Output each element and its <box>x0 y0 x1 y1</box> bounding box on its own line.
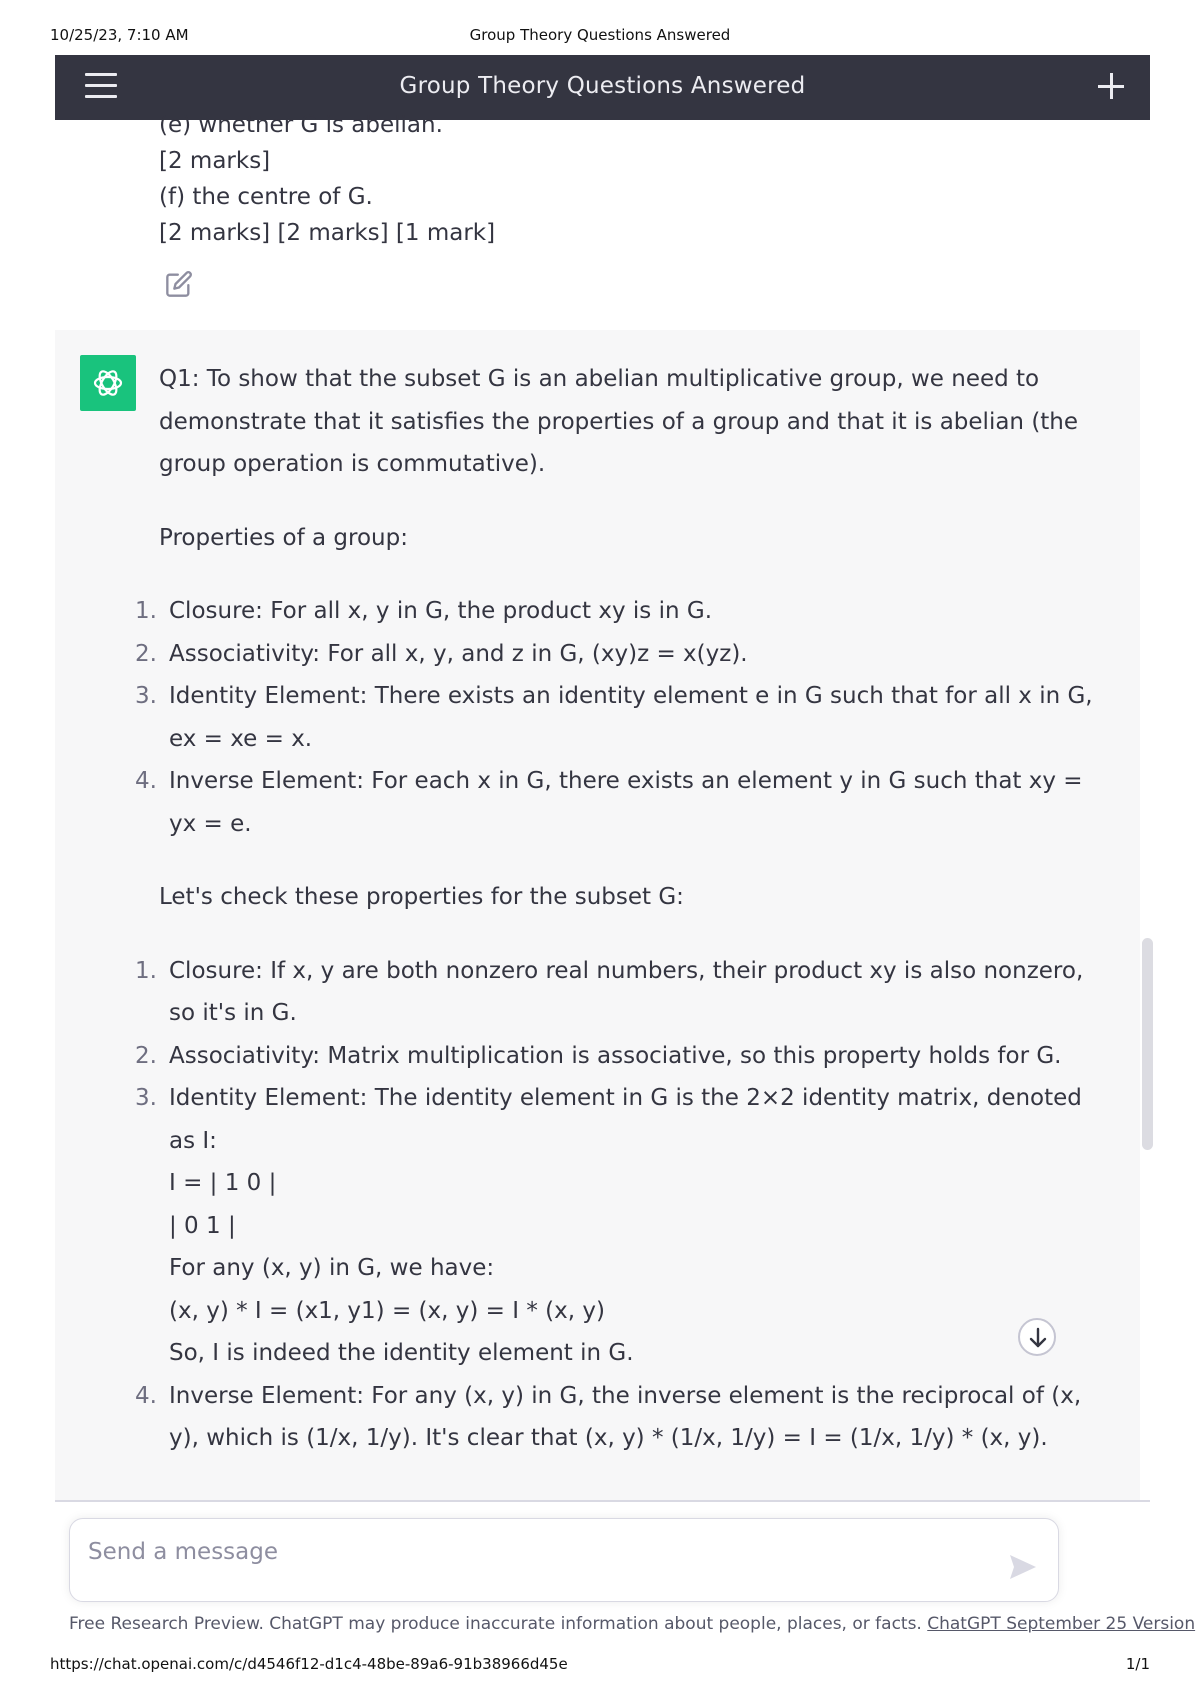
user-line: [2 marks] [2 marks] [1 mark] <box>159 220 496 246</box>
message-input[interactable] <box>69 1518 1059 1602</box>
conversation-title: Group Theory Questions Answered <box>399 73 806 99</box>
list-item <box>135 1077 1114 1375</box>
list-number: 2. <box>135 640 157 667</box>
list-item-text: Inverse Element: For any (x, y) in G, the inverse element is the reciprocal of (x, y), which is (1/x, 1/y). It's clear that (x, y) * (1/x, 1/y) = I = (1/x, 1/y) * (x, y). <box>169 1382 1082 1451</box>
list-number: 3. <box>135 1085 157 1111</box>
plus-icon[interactable] <box>1094 69 1128 103</box>
user-line: (e) whether G is abelian. <box>159 112 443 138</box>
list-item <box>135 1375 1114 1460</box>
print-header <box>50 26 1150 50</box>
scroll-down-button[interactable] <box>1018 1318 1056 1356</box>
identity-line: So, I is indeed the identity element in G. <box>169 1340 634 1366</box>
user-message <box>55 112 1140 331</box>
identity-line: For any (x, y) in G, we have: <box>169 1255 495 1281</box>
identity-line: (x, y) * I = (x1, y1) = (x, y) = I * (x, y) <box>169 1297 605 1324</box>
message-input-placeholder: Send a message <box>88 1539 279 1565</box>
list-item-text: Associativity: Matrix multiplication is associative, so this property holds for G. <box>169 1042 1062 1069</box>
openai-logo-icon <box>80 355 136 411</box>
check-heading: Let's check these properties for the subset G: <box>159 884 684 910</box>
print-footer <box>50 1655 1150 1679</box>
send-button[interactable] <box>1008 1553 1038 1581</box>
arrow-down-icon <box>1028 1327 1048 1349</box>
print-title: Group Theory Questions Answered <box>469 26 731 44</box>
assistant-message-text <box>135 358 1114 1638</box>
user-line: [2 marks] <box>159 148 271 174</box>
list-item <box>135 760 1114 845</box>
list-item-text: Closure: For all x, y in G, the product xy is in G. <box>169 598 713 624</box>
edit-icon[interactable] <box>165 270 193 298</box>
list-number: 3. <box>135 683 157 709</box>
identity-line: I = | 1 0 | <box>169 1170 277 1196</box>
properties-list <box>135 590 1114 845</box>
list-number: 1. <box>135 598 157 624</box>
list-number: 4. <box>135 1382 157 1409</box>
list-item <box>135 675 1114 760</box>
identity-line: | 0 1 | <box>169 1212 236 1239</box>
list-number: 1. <box>135 957 157 984</box>
answer-intro: Q1: To show that the subset G is an abelian multiplicative group, we need to demonstrate that it satisfies the properties of a group and that it is abelian (the group operation is commutative). <box>159 366 1079 477</box>
list-item-text: Inverse Element: For each x in G, there exists an element y in G such that xy = yx = e. <box>169 768 1083 837</box>
user-line: (f) the centre of G. <box>159 184 373 210</box>
list-item-text: Identity Element: The identity element in G is the 2×2 identity matrix, denoted as I: <box>169 1085 1082 1154</box>
disclaimer-text: Free Research Preview. ChatGPT may produce inaccurate information about people, places, or facts. <box>69 1614 922 1634</box>
properties-heading: Properties of a group: <box>159 524 408 551</box>
identity-details <box>169 1162 1114 1375</box>
print-date: 10/25/23, 7:10 AM <box>50 26 189 44</box>
list-item <box>135 1035 1114 1078</box>
list-item <box>135 590 1114 633</box>
list-item-text: Associativity: For all x, y, and z in G, (xy)z = x(yz). <box>169 640 748 667</box>
version-link[interactable]: ChatGPT September 25 Version <box>927 1614 1196 1634</box>
list-item <box>135 950 1114 1035</box>
list-number: 2. <box>135 1042 157 1069</box>
print-page-number: 1/1 <box>1125 1655 1150 1673</box>
send-icon <box>1008 1553 1038 1581</box>
list-item-text: Closure: If x, y are both nonzero real numbers, their product xy is also nonzero, so it's in G. <box>169 957 1084 1026</box>
list-item-text: Identity Element: There exists an identity element e in G such that for all x in G, ex = xe = x. <box>169 683 1093 752</box>
print-url: https://chat.openai.com/c/d4546f12-d1c4-48be-89a6-91b38966d45e <box>50 1655 568 1673</box>
checks-list <box>135 950 1114 1460</box>
composer <box>55 1500 1196 1657</box>
disclaimer <box>69 1614 1195 1634</box>
assistant-message <box>55 330 1140 1500</box>
list-number: 4. <box>135 768 157 794</box>
list-item <box>135 633 1114 676</box>
user-message-text <box>159 107 495 251</box>
scrollbar-thumb[interactable] <box>1142 938 1153 1150</box>
